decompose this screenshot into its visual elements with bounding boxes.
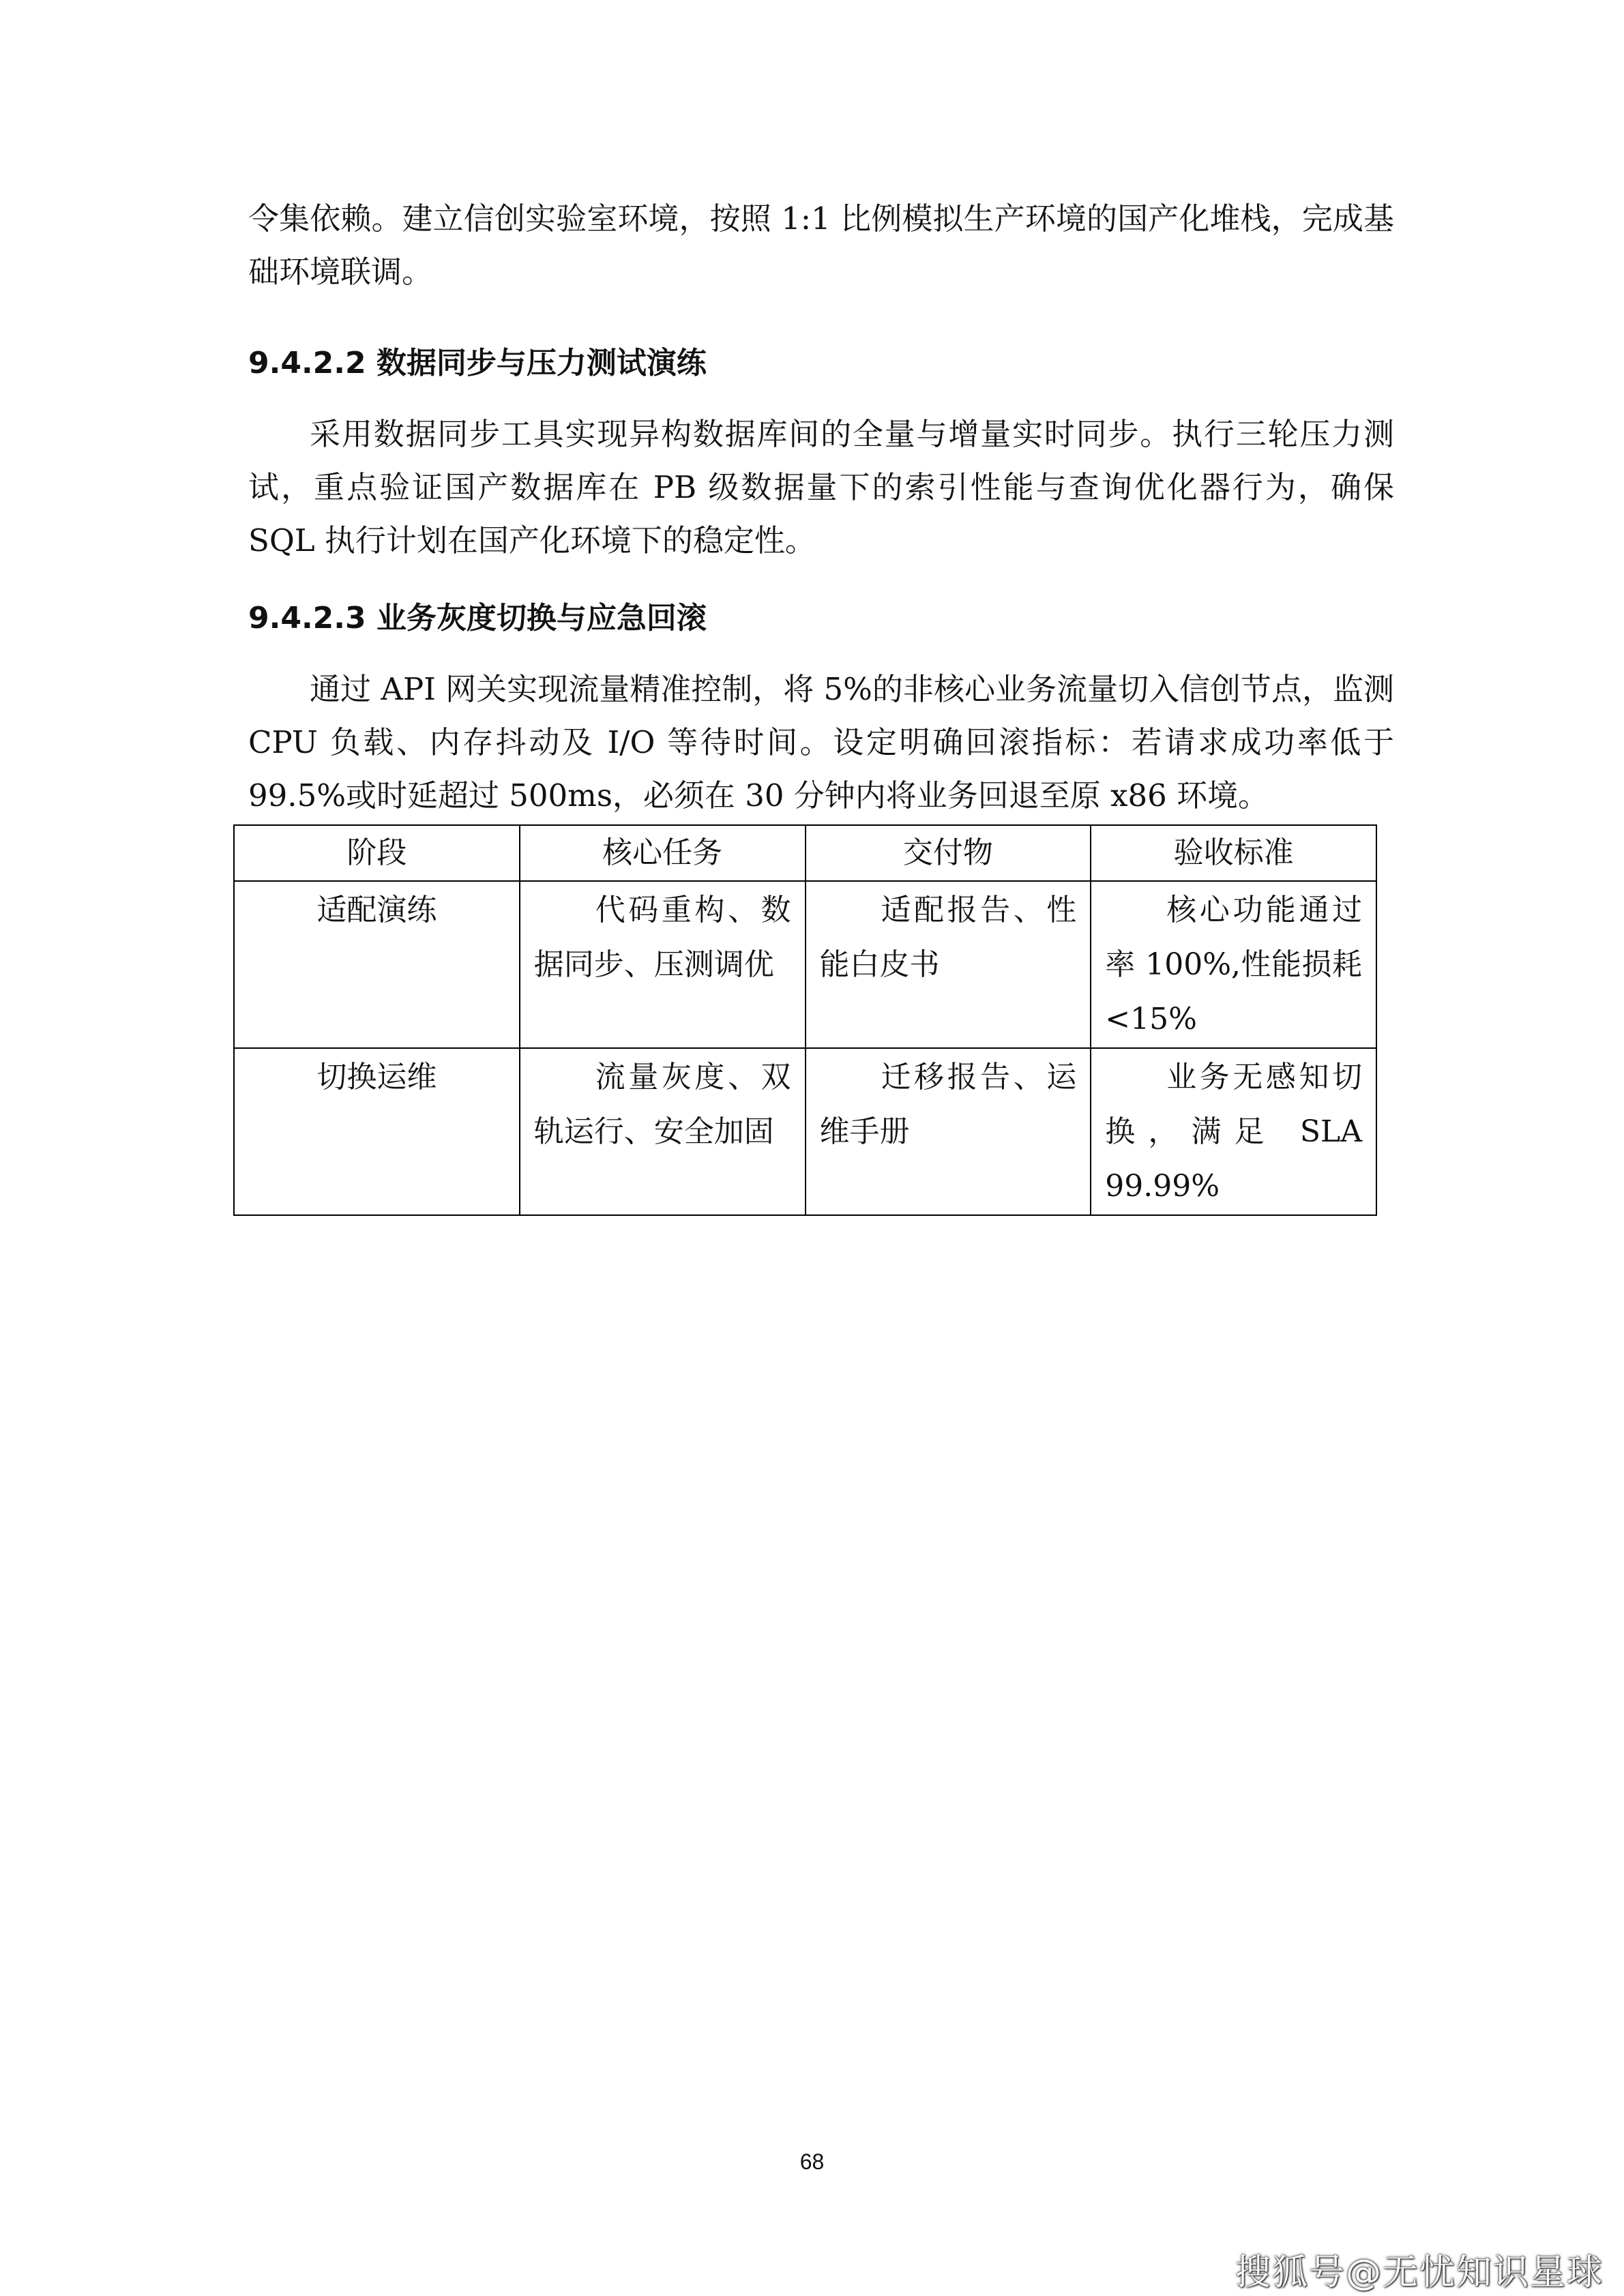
header-acceptance: 验收标准 bbox=[1091, 825, 1376, 881]
cell-acceptance: 业务无感知切换，满足 SLA 99.99% bbox=[1091, 1048, 1376, 1215]
cell-core-task: 流量灰度、双轨运行、安全加固 bbox=[520, 1048, 806, 1215]
cell-stage: 切换运维 bbox=[234, 1048, 520, 1215]
cell-core-task: 代码重构、数据同步、压测调优 bbox=[520, 881, 806, 1048]
header-core-task: 核心任务 bbox=[520, 825, 806, 881]
stage-table bbox=[233, 824, 1377, 1216]
table-header-row bbox=[234, 825, 1376, 881]
cell-deliverable: 迁移报告、运维手册 bbox=[806, 1048, 1091, 1215]
table-row bbox=[234, 1048, 1376, 1215]
watermark-text: 搜狐号@无忧知识星球 bbox=[1235, 2252, 1604, 2293]
cell-acceptance: 核心功能通过率 100%,性能损耗<15% bbox=[1091, 881, 1376, 1048]
section-heading-9-4-2-2: 9.4.2.2 数据同步与压力测试演练 bbox=[248, 346, 707, 381]
paragraph-gray-switch: 通过 API 网关实现流量精准控制，将 5%的非核心业务流量切入信创节点，监测 CPU 负载、内存抖动及 I/O 等待时间。设定明确回滚指标：若请求成功率低于 99.5%或时延超过 500ms，必须在 30 分钟内将业务回退至原 x86 环境。 bbox=[248, 671, 1394, 814]
table-row bbox=[234, 881, 1376, 1048]
page-number: 68 bbox=[799, 2149, 825, 2174]
paragraph-continued: 令集依赖。建立信创实验室环境，按照 1:1 比例模拟生产环境的国产化堆栈，完成基础环境联调。 bbox=[248, 200, 1394, 290]
paragraph-data-sync: 采用数据同步工具实现异构数据库间的全量与增量实时同步。执行三轮压力测试，重点验证国产数据库在 PB 级数据量下的索引性能与查询优化器行为，确保 SQL 执行计划在国产化环境下的稳定性。 bbox=[248, 416, 1394, 558]
cell-deliverable: 适配报告、性能白皮书 bbox=[806, 881, 1091, 1048]
section-heading-9-4-2-3: 9.4.2.3 业务灰度切换与应急回滚 bbox=[248, 601, 707, 636]
cell-stage: 适配演练 bbox=[234, 881, 520, 1048]
header-deliverable: 交付物 bbox=[806, 825, 1091, 881]
header-stage: 阶段 bbox=[234, 825, 520, 881]
